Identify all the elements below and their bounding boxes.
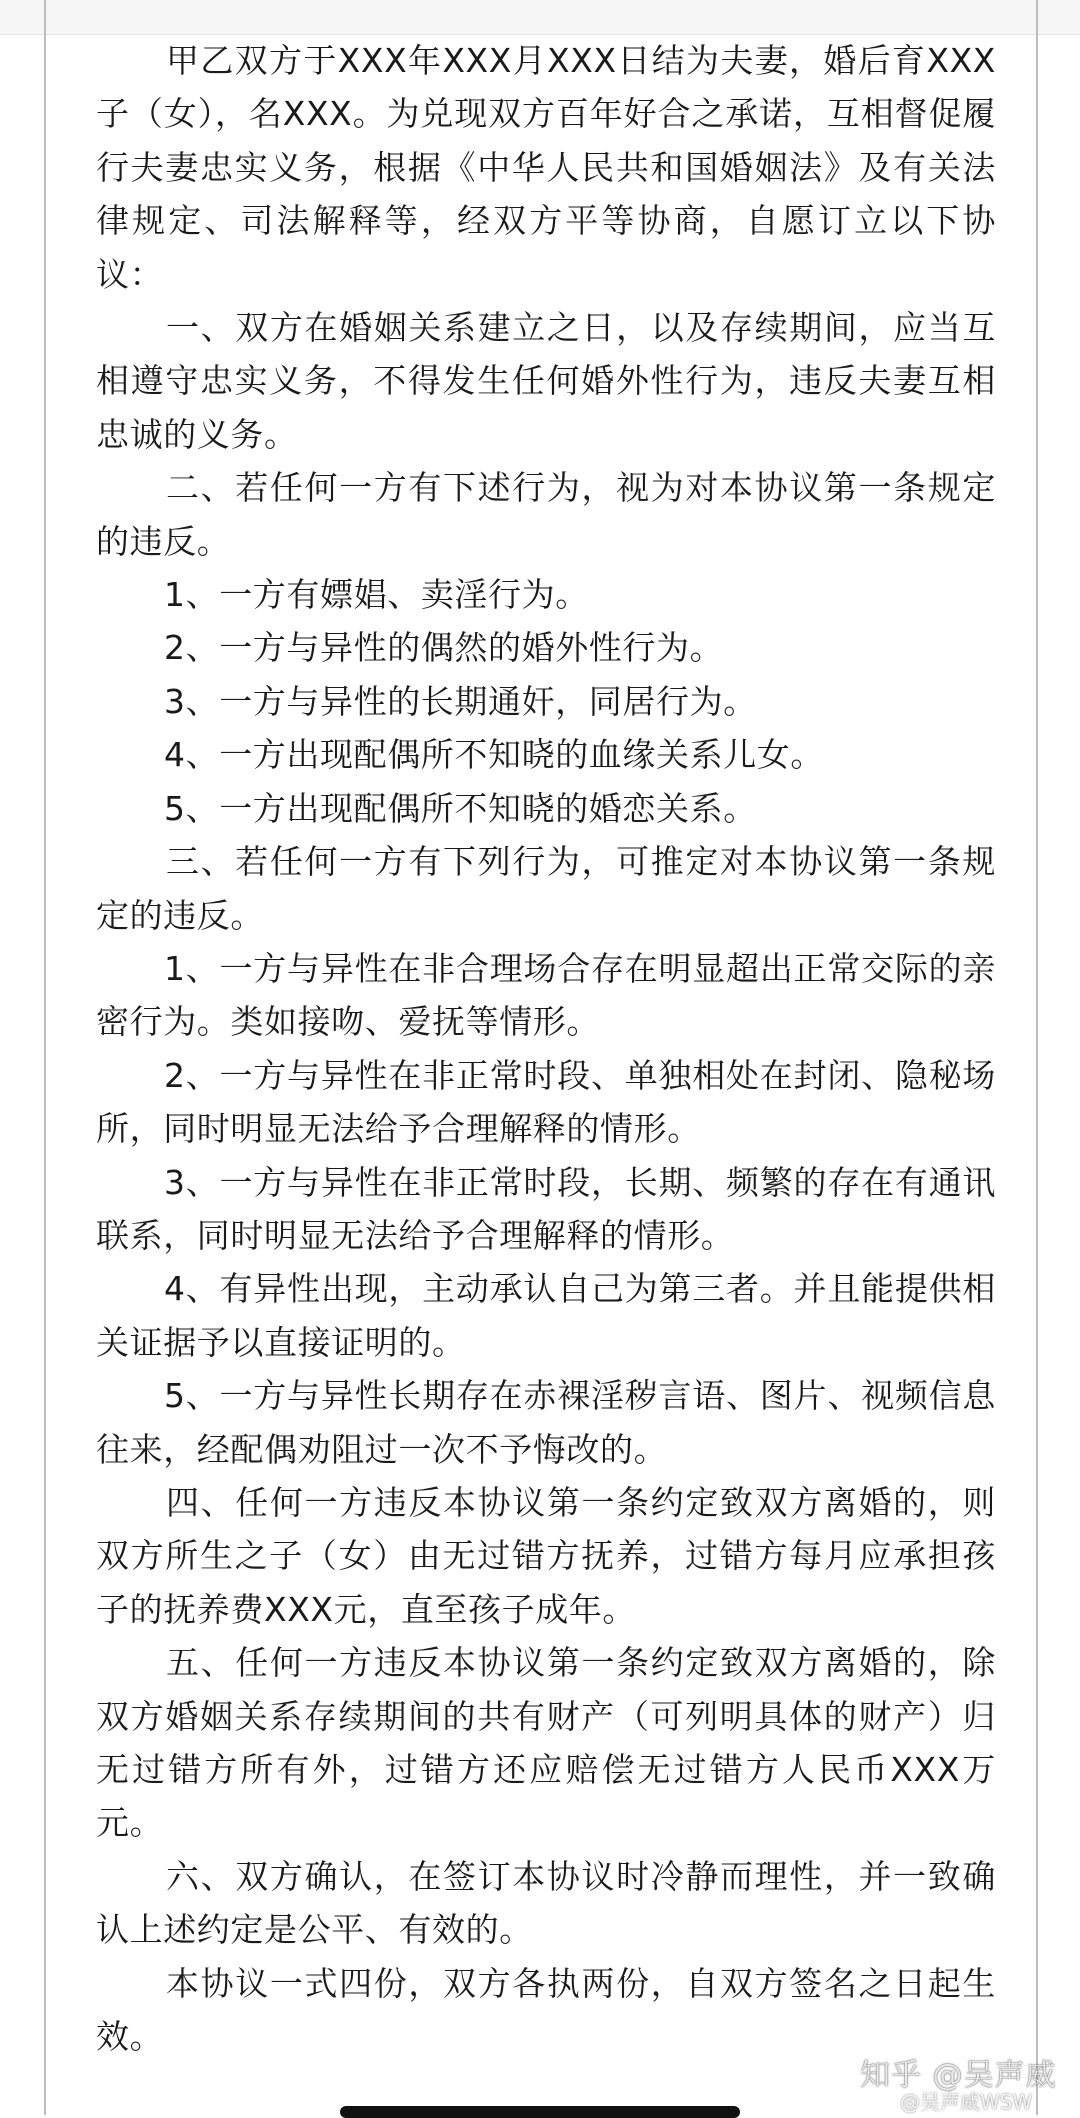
clause-3-item-3: 3、一方与异性在非正常时段，长期、频繁的存在有通讯联系，同时明显无法给予合理解释的情形。 (96, 1162, 996, 1255)
clause-6: 六、双方确认，在签订本协议时冷静而理性，并一致确认上述约定是公平、有效的。 (96, 1856, 996, 1950)
clause-3: 三、若任何一方有下列行为，可推定对本协议第一条规定的违反。 (96, 842, 996, 935)
clause-4: 四、任何一方违反本协议第一条约定致双方离婚的，则双方所生之子（女）由无过错方抚养，过错方每月应承担孩子的抚养费XXX元，直至孩子成年。 (96, 1482, 996, 1629)
clause-3-item-5: 5、一方与异性长期存在赤裸淫秽言语、图片、视频信息往来，经配偶劝阻过一次不予悔改的。 (96, 1376, 996, 1469)
clause-2: 二、若任何一方有下述行为，视为对本协议第一条规定的违反。 (96, 468, 996, 561)
clause-3-item-1: 1、一方与异性在非合理场合存在明显超出正常交际的亲密行为。类如接吻、爱抚等情形。 (96, 948, 996, 1042)
clause-2-item-4: 4、一方出现配偶所不知晓的血缘关系儿女。 (164, 735, 824, 775)
clause-2-item-1: 1、一方有嫖娼、卖淫行为。 (164, 575, 589, 615)
home-indicator-bar[interactable] (340, 2106, 740, 2118)
clause-3-item-4: 4、有异性出现，主动承认自己为第三者。并且能提供相关证据予以直接证明的。 (96, 1269, 996, 1362)
zhihu-watermark: 知乎 @吴声威 (860, 2058, 1057, 2093)
closing-clause: 本协议一式四份，双方各执两份，自双方签名之日起生效。 (96, 1963, 996, 2057)
top-status-strip (0, 0, 1080, 35)
agreement-document (96, 34, 996, 2063)
clause-2-item-3: 3、一方与异性的长期通奸，同居行为。 (164, 681, 757, 721)
preamble-paragraph: 甲乙双方于XXX年XXX月XXX日结为夫妻，婚后育XXX子（女），名XXX。为兑现双方百年好合之承诺，互相督促履行夫妻忠实义务，根据《中华人民共和国婚姻法》及有关法律规定、司法解释等，经双方平等协商，自愿订立以下协议： (96, 41, 996, 294)
clause-2-item-2: 2、一方与异性的偶然的婚外性行为。 (164, 628, 724, 668)
clause-3-item-2: 2、一方与异性在非正常时段、单独相处在封闭、隐秘场所，同时明显无法给予合理解释的情形。 (96, 1055, 996, 1149)
clause-2-item-5: 5、一方出现配偶所不知晓的婚恋关系。 (164, 788, 757, 828)
clause-5: 五、任何一方违反本协议第一条约定致双方离婚的，除双方婚姻关系存续期间的共有财产（可列明具体的财产）归无过错方所有外，过错方还应赔偿无过错方人民币XXX万元。 (96, 1643, 996, 1843)
weibo-watermark: @吴声威WSW (900, 2090, 1033, 2114)
clause-1: 一、双方在婚姻关系建立之日，以及存续期间，应当互相遵守忠实义务，不得发生任何婚外性行为，违反夫妻互相忠诚的义务。 (96, 308, 996, 454)
page-margin-rule-left (44, 0, 46, 2115)
page-margin-rule-right (1036, 0, 1038, 2115)
